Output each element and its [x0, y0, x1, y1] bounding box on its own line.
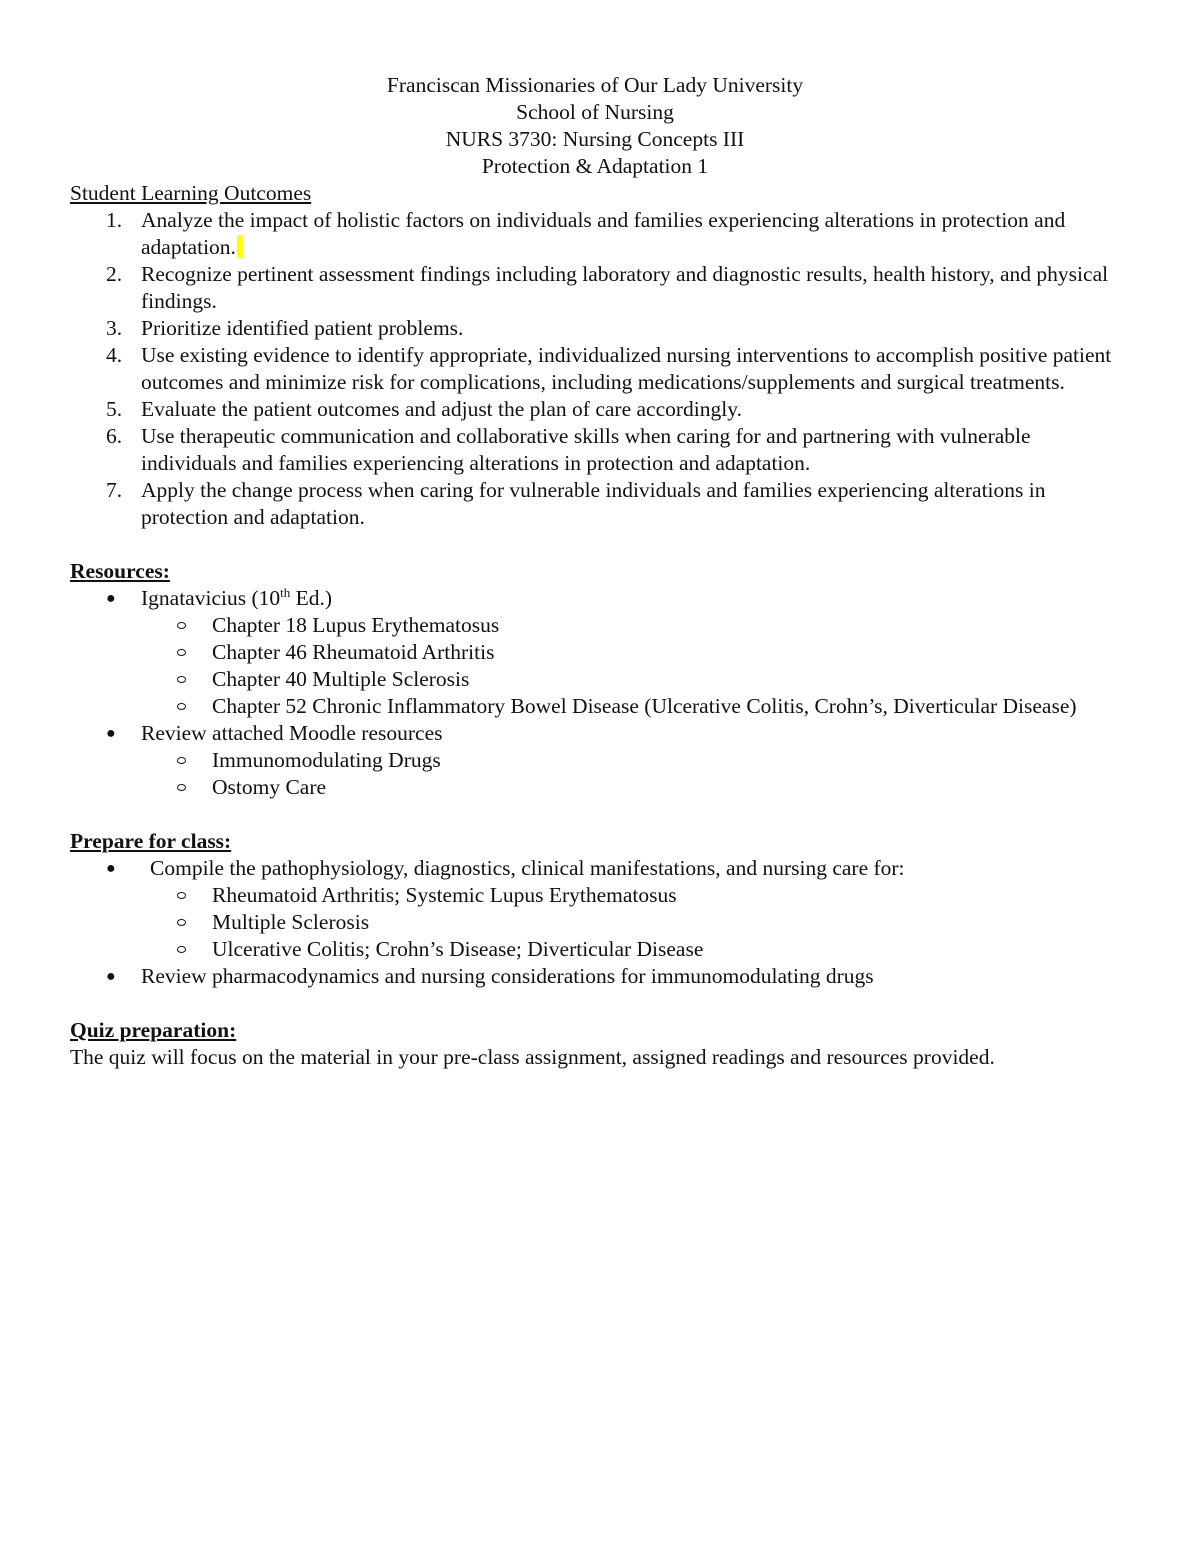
textbook-suffix: Ed.) [290, 586, 333, 610]
list-item [141, 774, 1130, 801]
list-item [70, 477, 1130, 531]
list-number: 2. [106, 262, 123, 286]
chapter-list [141, 612, 1130, 720]
list-item [141, 747, 1130, 774]
circle-bullet-icon [177, 946, 186, 953]
review-text: Review pharmacodynamics and nursing considerations for immunomodulating drugs [141, 964, 874, 988]
chapter-text: Chapter 40 Multiple Sclerosis [212, 667, 470, 691]
list-item [141, 612, 1130, 639]
list-number: 3. [106, 316, 123, 340]
outcome-text: Prioritize identified patient problems. [141, 316, 464, 340]
circle-bullet-icon [177, 919, 186, 926]
module-title: Protection & Adaptation 1 [481, 154, 709, 178]
textbook-superscript: th [280, 585, 291, 600]
list-item [70, 720, 1130, 801]
chapter-text: Chapter 46 Rheumatoid Arthritis [212, 640, 495, 664]
list-item [70, 396, 1130, 423]
outcomes-heading: Student Learning Outcomes [70, 181, 312, 205]
text-cursor-highlight [237, 235, 243, 257]
list-item [141, 639, 1130, 666]
bullet-icon: ● [106, 968, 116, 985]
list-number: 1. [106, 208, 123, 232]
resources-list [70, 585, 1130, 801]
outcome-text: Evaluate the patient outcomes and adjust the plan of care accordingly. [141, 397, 742, 421]
compile-item-text: Ulcerative Colitis; Crohn’s Disease; Diverticular Disease [212, 937, 704, 961]
list-item [141, 882, 1130, 909]
list-item [141, 693, 1130, 720]
list-number: 5. [106, 397, 123, 421]
list-item [70, 315, 1130, 342]
list-item [70, 585, 1130, 720]
compile-item-text: Rheumatoid Arthritis; Systemic Lupus Erythematosus [212, 883, 677, 907]
outcome-text: Use existing evidence to identify appropriate, individualized nursing interventions to accomplish positive patient outcomes and minimize risk for complications, including medications/supplements and surgical treatments. [141, 343, 1112, 394]
chapter-text: Chapter 52 Chronic Inflammatory Bowel Disease (Ulcerative Colitis, Crohn’s, Diverticular Disease) [212, 694, 1077, 718]
outcome-text: Use therapeutic communication and collaborative skills when caring for and partnering with vulnerable individuals and families experiencing alterations in protection and adaptation. [141, 424, 1031, 475]
compile-list [141, 882, 1130, 963]
chapter-text: Chapter 18 Lupus Erythematosus [212, 613, 500, 637]
outcome-text: Apply the change process when caring for vulnerable individuals and families experiencing alterations in protection and adaptation. [141, 478, 1046, 529]
school-name: School of Nursing [516, 100, 674, 124]
compile-text: Compile the pathophysiology, diagnostics, clinical manifestations, and nursing care for: [150, 856, 905, 880]
university-name: Franciscan Missionaries of Our Lady University [386, 73, 804, 97]
outcomes-list [70, 207, 1130, 531]
moodle-item-text: Immunomodulating Drugs [212, 748, 441, 772]
moodle-text: Review attached Moodle resources [141, 721, 443, 745]
list-number: 6. [106, 424, 123, 448]
textbook-prefix: Ignatavicius (10 [141, 586, 281, 610]
list-item [70, 423, 1130, 477]
circle-bullet-icon [177, 622, 186, 629]
list-item [141, 666, 1130, 693]
prepare-list [70, 855, 1130, 990]
list-item [70, 207, 1130, 261]
list-item [70, 855, 1130, 963]
list-item [70, 342, 1130, 396]
list-item [141, 936, 1130, 963]
list-number: 4. [106, 343, 123, 367]
quiz-heading: Quiz preparation: [70, 1018, 237, 1042]
bullet-icon: ● [106, 725, 116, 742]
compile-item-text: Multiple Sclerosis [212, 910, 370, 934]
circle-bullet-icon [177, 892, 186, 899]
list-item [70, 963, 1130, 990]
list-item [70, 261, 1130, 315]
moodle-list [141, 747, 1130, 801]
resources-heading: Resources: [70, 559, 170, 583]
document-header [70, 72, 1120, 180]
bullet-icon: ● [106, 860, 116, 877]
outcome-text: Recognize pertinent assessment findings including laboratory and diagnostic results, health history, and physical findings. [141, 262, 1109, 313]
bullet-icon: ● [106, 590, 116, 607]
circle-bullet-icon [177, 784, 186, 791]
moodle-item-text: Ostomy Care [212, 775, 327, 799]
quiz-text: The quiz will focus on the material in your pre-class assignment, assigned readings and resources provided. [70, 1045, 995, 1069]
list-item [141, 909, 1130, 936]
list-number: 7. [106, 478, 123, 502]
circle-bullet-icon [177, 703, 186, 710]
course-title: NURS 3730: Nursing Concepts III [445, 127, 745, 151]
outcome-text: Analyze the impact of holistic factors on individuals and families experiencing alterations in protection and adaptation. [141, 208, 1066, 259]
circle-bullet-icon [177, 649, 186, 656]
prepare-heading: Prepare for class: [70, 829, 232, 853]
circle-bullet-icon [177, 757, 186, 764]
document-page [70, 72, 1130, 1071]
circle-bullet-icon [177, 676, 186, 683]
